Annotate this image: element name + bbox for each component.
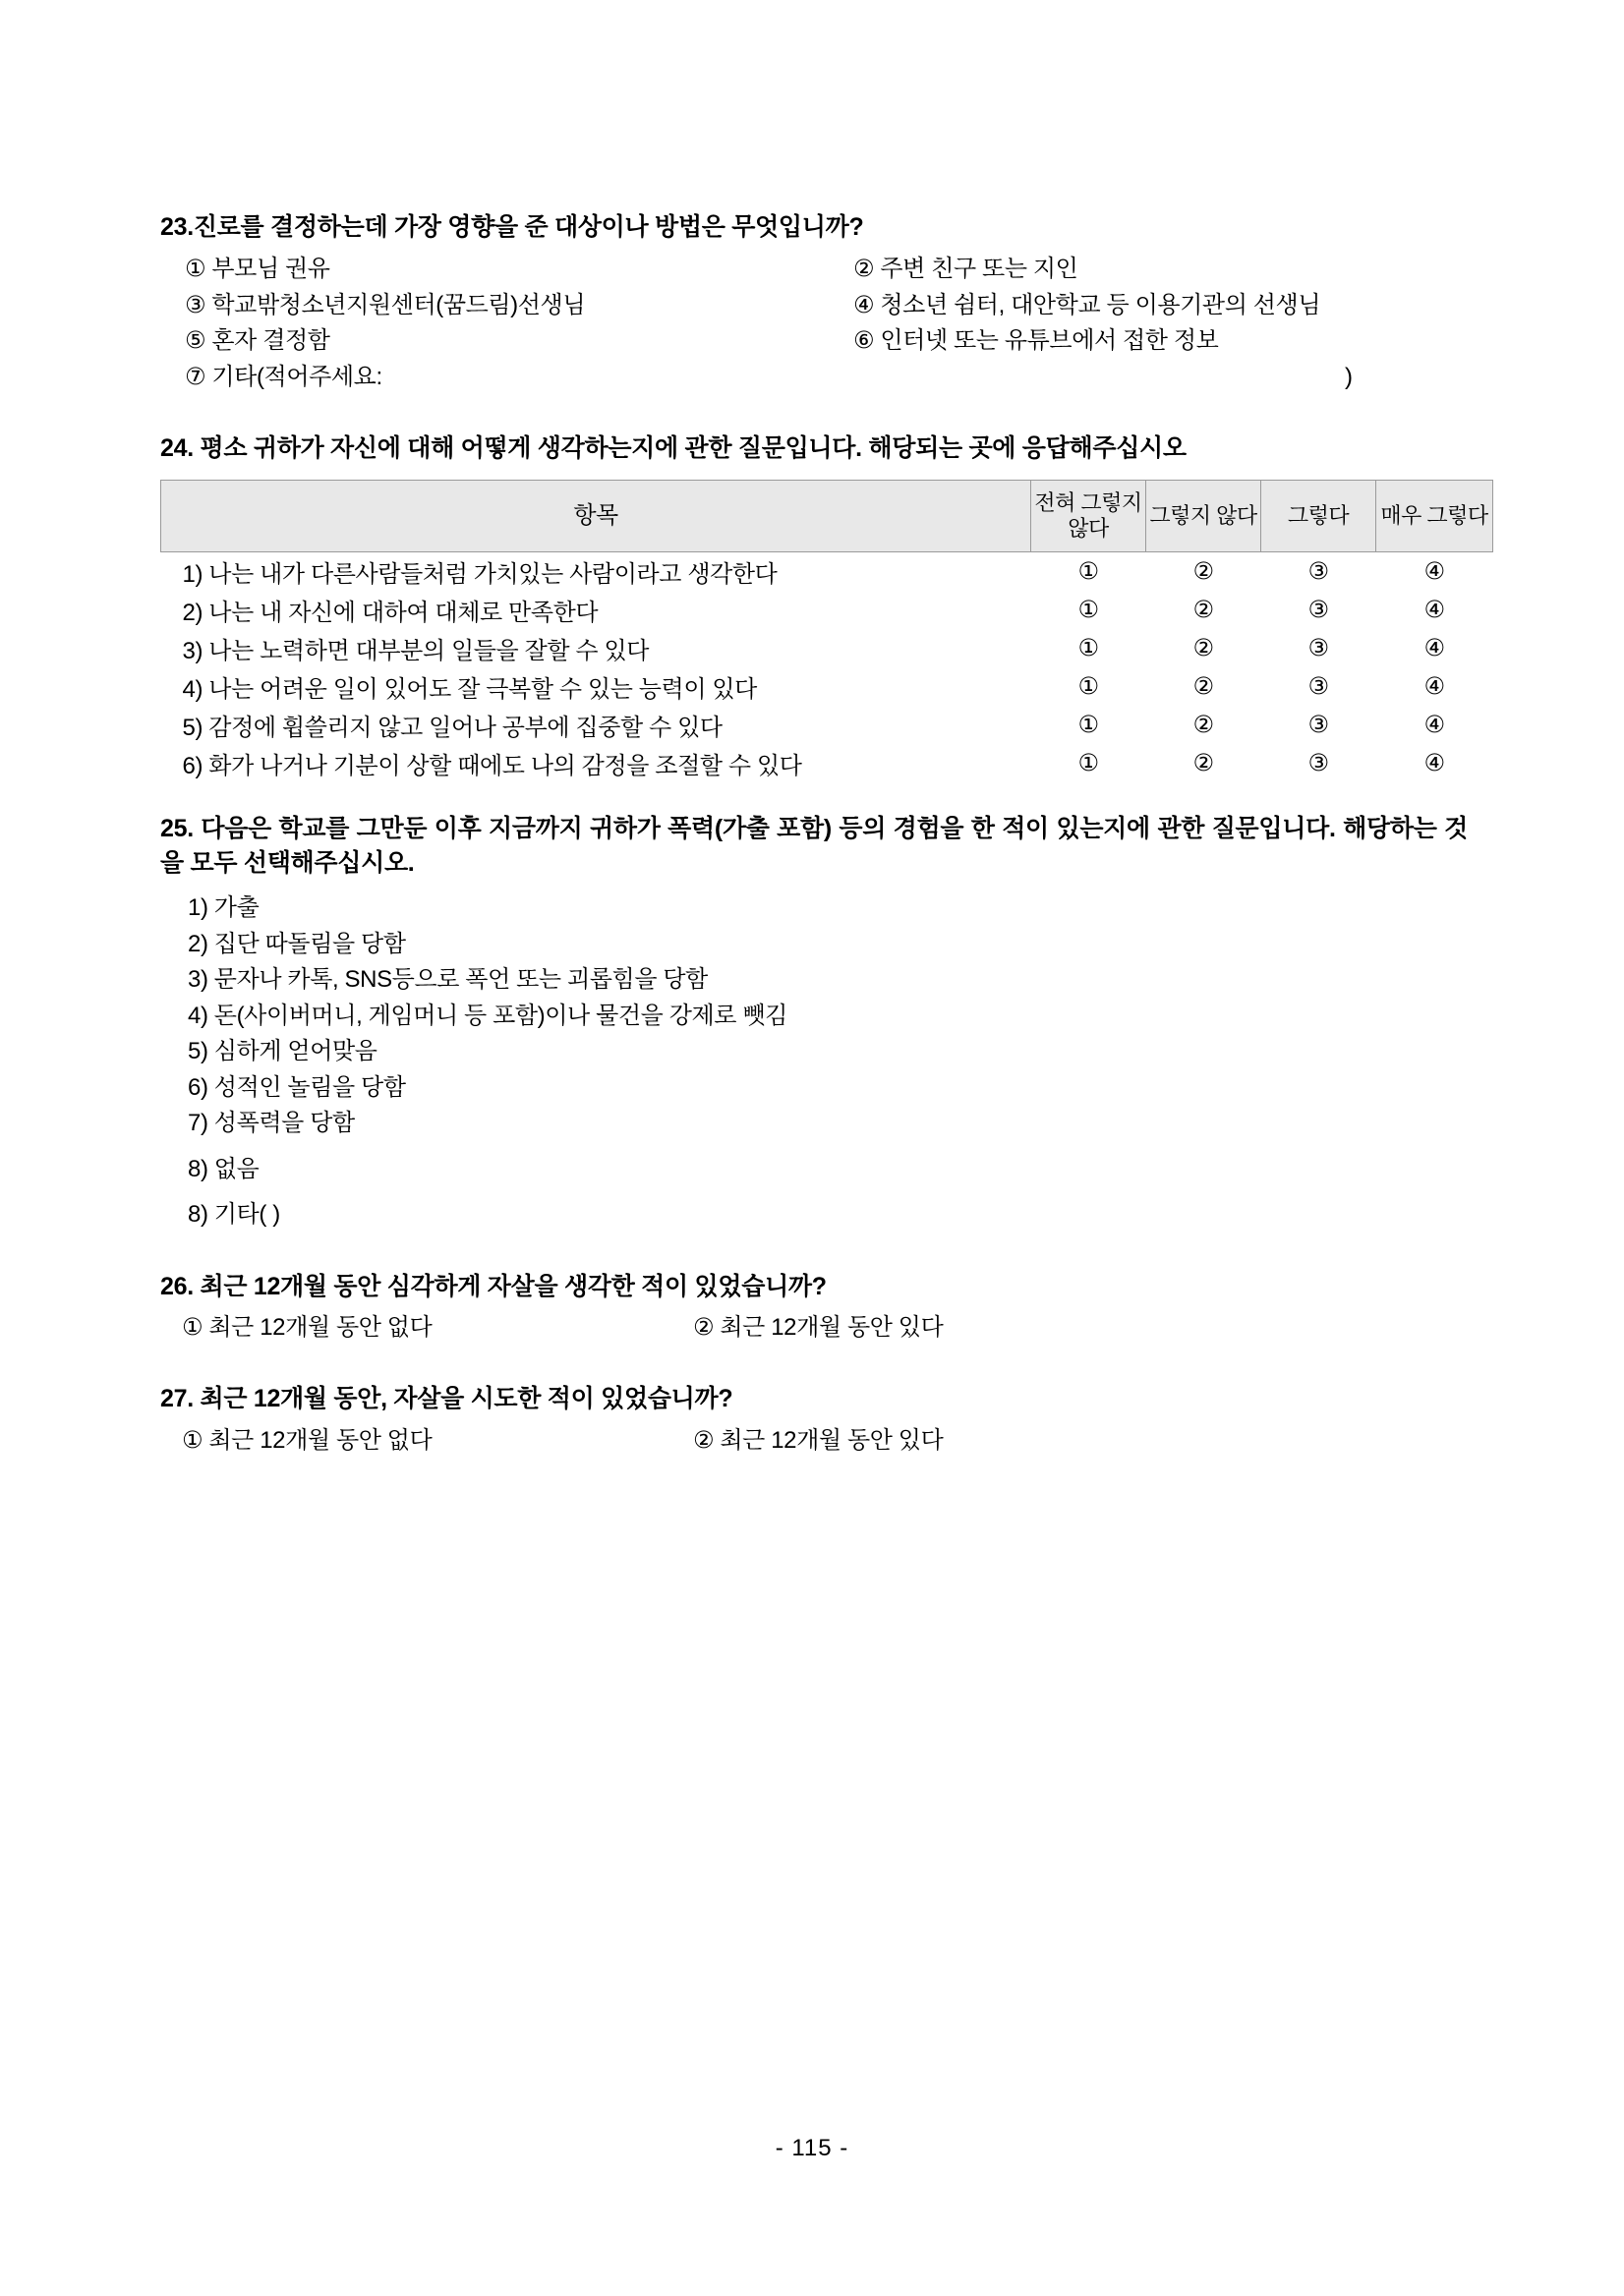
option-1[interactable]: ① 최근 12개월 동안 없다 (182, 1426, 433, 1454)
option-3[interactable]: 3) 문자나 카톡, SNS등으로 폭언 또는 괴롭힘을 당함 (188, 966, 708, 994)
row-label: 1) 나는 내가 다른사람들처럼 가치있는 사람이라고 생각한다 (182, 561, 778, 589)
question-27 (160, 1383, 1468, 1459)
row-label: 5) 감정에 휩쓸리지 않고 일어나 공부에 집중할 수 있다 (182, 715, 723, 742)
spacer (160, 782, 1468, 812)
choice-1[interactable]: ① (1077, 750, 1099, 777)
choice-2[interactable]: ② (1192, 597, 1214, 624)
spacer (160, 395, 1468, 432)
table-row (161, 667, 1493, 706)
question-23-options (160, 253, 1468, 395)
option-3[interactable]: ③ 학교밖청소년지원센터(꿈드림)선생님 (185, 291, 586, 318)
table-row (161, 591, 1493, 629)
option-2[interactable]: ② 최근 12개월 동안 있다 (693, 1314, 944, 1342)
choice-3[interactable]: ③ (1307, 712, 1329, 739)
question-25 (160, 812, 1468, 1233)
table-head (161, 480, 1493, 552)
spacer (160, 1234, 1468, 1271)
choice-3[interactable]: ③ (1307, 597, 1329, 624)
option-7[interactable]: ⑦ 기타(적어주세요: (185, 364, 382, 391)
option-6[interactable]: 6) 성적인 놀림을 당함 (188, 1073, 406, 1101)
row-label: 6) 화가 나거나 기분이 상할 때에도 나의 감정을 조절할 수 있다 (182, 753, 802, 780)
choice-4[interactable]: ④ (1423, 597, 1445, 624)
column-header-disagree: 그렇지 않다 (1146, 480, 1261, 552)
table-row (161, 744, 1493, 782)
option-4[interactable]: 4) 돈(사이버머니, 게임머니 등 포함)이나 물건을 강제로 뺏김 (188, 1002, 787, 1029)
question-27-title: 27. 최근 12개월 동안, 자살을 시도한 적이 있었습니까? (160, 1385, 733, 1413)
option-8-etc[interactable]: 8) 기타( ) (188, 1201, 280, 1229)
choice-1[interactable]: ① (1077, 597, 1099, 624)
option-8-none[interactable]: 8) 없음 (188, 1155, 260, 1182)
question-23 (160, 211, 1468, 395)
question-27-options (160, 1424, 1468, 1459)
page-content (160, 211, 1488, 1459)
choice-3[interactable]: ③ (1307, 558, 1329, 586)
choice-1[interactable]: ① (1077, 635, 1099, 662)
question-26 (160, 1271, 1468, 1347)
choice-2[interactable]: ② (1192, 712, 1214, 739)
choice-1[interactable]: ① (1077, 673, 1099, 701)
row-label: 4) 나는 어려운 일이 있어도 잘 극복할 수 있는 능력이 있다 (182, 676, 757, 704)
column-header-strongly-disagree: 전혀 그렇지 않다 (1031, 480, 1146, 552)
question-26-options (160, 1311, 1468, 1346)
page-number: - 115 - (775, 2135, 849, 2161)
choice-4[interactable]: ④ (1423, 635, 1445, 662)
column-header-item: 항목 (161, 480, 1031, 552)
choice-2[interactable]: ② (1192, 673, 1214, 701)
table-row (161, 552, 1493, 592)
question-24 (160, 432, 1488, 783)
row-label: 3) 나는 노력하면 대부분의 일들을 잘할 수 있다 (182, 638, 650, 665)
option-1[interactable]: 1) 가출 (188, 894, 260, 922)
question-25-title: 25. 다음은 학교를 그만둔 이후 지금까지 귀하가 폭력(가출 포함) 등의 경험을 한 적이 있는지에 관한 질문입니다. 해당하는 것을 모두 선택해주십시오. (160, 815, 1468, 878)
table-header-row (161, 480, 1493, 552)
spacer (160, 1346, 1468, 1383)
question-23-title: 23.진로를 결정하는데 가장 영향을 준 대상이나 방법은 무엇입니까? (160, 213, 864, 241)
choice-2[interactable]: ② (1192, 635, 1214, 662)
option-7-close-paren: ) (1345, 364, 1353, 391)
question-26-title: 26. 최근 12개월 동안 심각하게 자살을 생각한 적이 있었습니까? (160, 1272, 827, 1300)
question-24-table (160, 480, 1493, 783)
column-header-agree: 그렇다 (1261, 480, 1376, 552)
choice-4[interactable]: ④ (1423, 558, 1445, 586)
option-1[interactable]: ① 부모님 권유 (185, 255, 330, 282)
option-2[interactable]: 2) 집단 따돌림을 당함 (188, 930, 406, 957)
question-24-title: 24. 평소 귀하가 자신에 대해 어떻게 생각하는지에 관한 질문입니다. 해당되는 곳에 응답해주십시오 (160, 433, 1187, 462)
column-header-strongly-agree: 매우 그렇다 (1376, 480, 1493, 552)
choice-2[interactable]: ② (1192, 750, 1214, 777)
choice-4[interactable]: ④ (1423, 712, 1445, 739)
question-25-options (160, 890, 1468, 1233)
choice-3[interactable]: ③ (1307, 635, 1329, 662)
option-2[interactable]: ② 최근 12개월 동안 있다 (693, 1426, 944, 1454)
choice-4[interactable]: ④ (1423, 673, 1445, 701)
choice-3[interactable]: ③ (1307, 673, 1329, 701)
option-2[interactable]: ② 주변 친구 또는 지인 (853, 255, 1078, 282)
option-4[interactable]: ④ 청소년 쉼터, 대안학교 등 이용기관의 선생님 (853, 291, 1321, 318)
row-label: 2) 나는 내 자신에 대하여 대체로 만족한다 (182, 600, 599, 627)
option-6[interactable]: ⑥ 인터넷 또는 유튜브에서 접한 정보 (853, 327, 1219, 355)
choice-1[interactable]: ① (1077, 558, 1099, 586)
table-row (161, 706, 1493, 744)
option-7[interactable]: 7) 성폭력을 당함 (188, 1110, 355, 1137)
table-body (161, 552, 1493, 783)
option-5[interactable]: ⑤ 혼자 결정함 (185, 327, 330, 355)
option-1[interactable]: ① 최근 12개월 동안 없다 (182, 1314, 433, 1342)
option-5[interactable]: 5) 심하게 얻어맞음 (188, 1038, 377, 1065)
table-row (161, 629, 1493, 667)
choice-2[interactable]: ② (1192, 558, 1214, 586)
choice-4[interactable]: ④ (1423, 750, 1445, 777)
choice-3[interactable]: ③ (1307, 750, 1329, 777)
choice-1[interactable]: ① (1077, 712, 1099, 739)
